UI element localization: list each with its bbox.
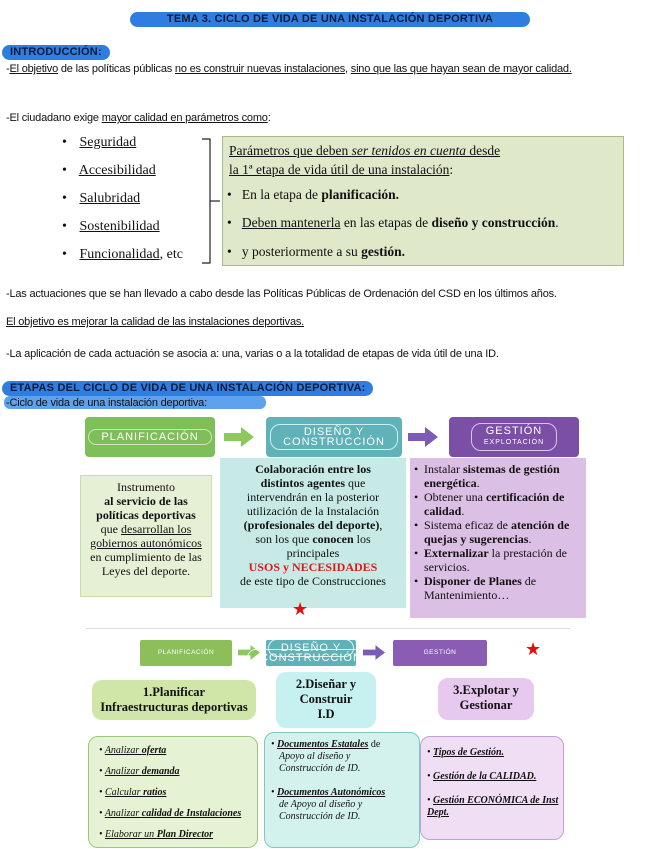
intro-paragraph-4: El objetivo es mejorar la calidad de las instalaciones deportivas. (6, 316, 305, 328)
list-item: • Accesibilidad (62, 163, 156, 178)
etapas-heading: ETAPAS DEL CICLO DE VIDA DE UNA INSTALACIÓN DEPORTIVA: (2, 381, 373, 396)
intro-paragraph-3: -Las actuaciones que se han llevado a cabo desde las Políticas Públicas de Ordenación del CSD en los últimos años. (6, 288, 557, 300)
stage-diseno-construccion: DISEÑO Y CONSTRUCCIÓN (266, 417, 402, 457)
star-icon: ★ (292, 599, 309, 619)
arrow-right-icon (363, 645, 385, 660)
list-item: • Funcionalidad, etc (62, 247, 183, 262)
list-item: • Gestión de la CALIDAD. (427, 771, 537, 782)
list-item: • Elaborar un Plan Director (99, 829, 214, 840)
parameters-box: Parámetros que deben ser tenidos en cuenta desde la 1ª etapa de vida útil de una instalación: • En la etapa de planificación. • Deben mantenerla en las etapas de diseño y construcción. • y posteriormente a su gestión. (222, 136, 624, 266)
list-item: • Analizar calidad de Instalaciones (99, 808, 242, 819)
list-item: • Sostenibilidad (62, 219, 160, 234)
arrow-right-icon (408, 427, 438, 447)
list-item: • Tipos de Gestión. (427, 747, 505, 758)
step-3-box: 3.Explotar y Gestionar (438, 678, 534, 720)
gestion-description: • Instalar sistemas de gestión energética. • Obtener una certificación de calidad. • Sistema eficaz de atención de quejas y sugerencias. • Externalizar la prestación de servicios. • Disponer de Planes de Mantenimiento… (410, 458, 586, 618)
planificacion-description: Instrumento al servicio de las políticas deportivas que desarrollan los gobiernos autonómicos en cumplimiento de las Leyes del deporte. (80, 475, 212, 597)
arrow-right-icon (224, 427, 254, 447)
list-item: • y posteriormente a su gestión. (227, 244, 405, 259)
list-item: • Documentos Estatales de (271, 739, 381, 750)
list-item: • Deben mantenerla en las etapas de diseño y construcción. (227, 215, 559, 230)
diseno-description: Colaboración entre los distintos agentes que intervendrán en la posterior utilización de la Instalación (profesionales del deporte), son los que conocen los principales USOS y NECESIDADES de este tipo de Construcciones (220, 458, 406, 608)
list-item: • Seguridad (62, 135, 137, 150)
page-title: TEMA 3. CICLO DE VIDA DE UNA INSTALACIÓN DEPORTIVA (130, 12, 530, 27)
small-stage-gestion: GESTIÓN (393, 640, 487, 666)
bracket-icon (198, 137, 224, 265)
etapas-subheading: -Ciclo de vida de una instalación deportiva: (6, 397, 207, 409)
small-stage-diseno: DISEÑO Y CONSTRUCCIÓN (266, 640, 356, 666)
intro-heading: INTRODUCCIÓN: (2, 45, 110, 60)
star-icon: ★ (525, 639, 542, 659)
disenar-documents: • Documentos Estatales de Apoyo al diseño y Construcción de ID. • Documentos Autonómicos de Apoyo al diseño y Construcción de ID. (264, 732, 420, 848)
list-item: • Documentos Autonómicos (271, 787, 386, 798)
small-stage-planificacion: PLANIFICACIÓN (140, 640, 232, 666)
list-item: • Gestión ECONÓMICA de Inst Dept. (427, 795, 559, 818)
planificar-actions (88, 736, 258, 848)
gestionar-topics (420, 736, 564, 840)
stage-gestion: GESTIÓN EXPLOTACIÓN (449, 417, 579, 457)
list-item: • Calcular ratios (99, 787, 167, 798)
step-2-box: 2.Diseñar y Construir I.D (276, 672, 376, 728)
stage-planificacion: PLANIFICACIÓN (85, 417, 215, 457)
list-item: • Analizar oferta (99, 745, 167, 756)
list-item: • Salubridad (62, 191, 141, 206)
intro-paragraph-1: -El objetivo de las políticas públicas no es construir nuevas instalaciones, sino que las que hayan sean de mayor calidad. (6, 63, 572, 75)
intro-paragraph-5: -La aplicación de cada actuación se asocia a: una, varias o a la totalidad de etapas de vida útil de una ID. (6, 348, 499, 360)
intro-paragraph-2: -El ciudadano exige mayor calidad en parámetros como: (6, 112, 271, 124)
list-item: • Analizar demanda (99, 766, 180, 777)
list-item: • En la etapa de planificación. (227, 187, 399, 202)
step-1-box: 1.Planificar Infraestructuras deportivas (92, 680, 256, 720)
